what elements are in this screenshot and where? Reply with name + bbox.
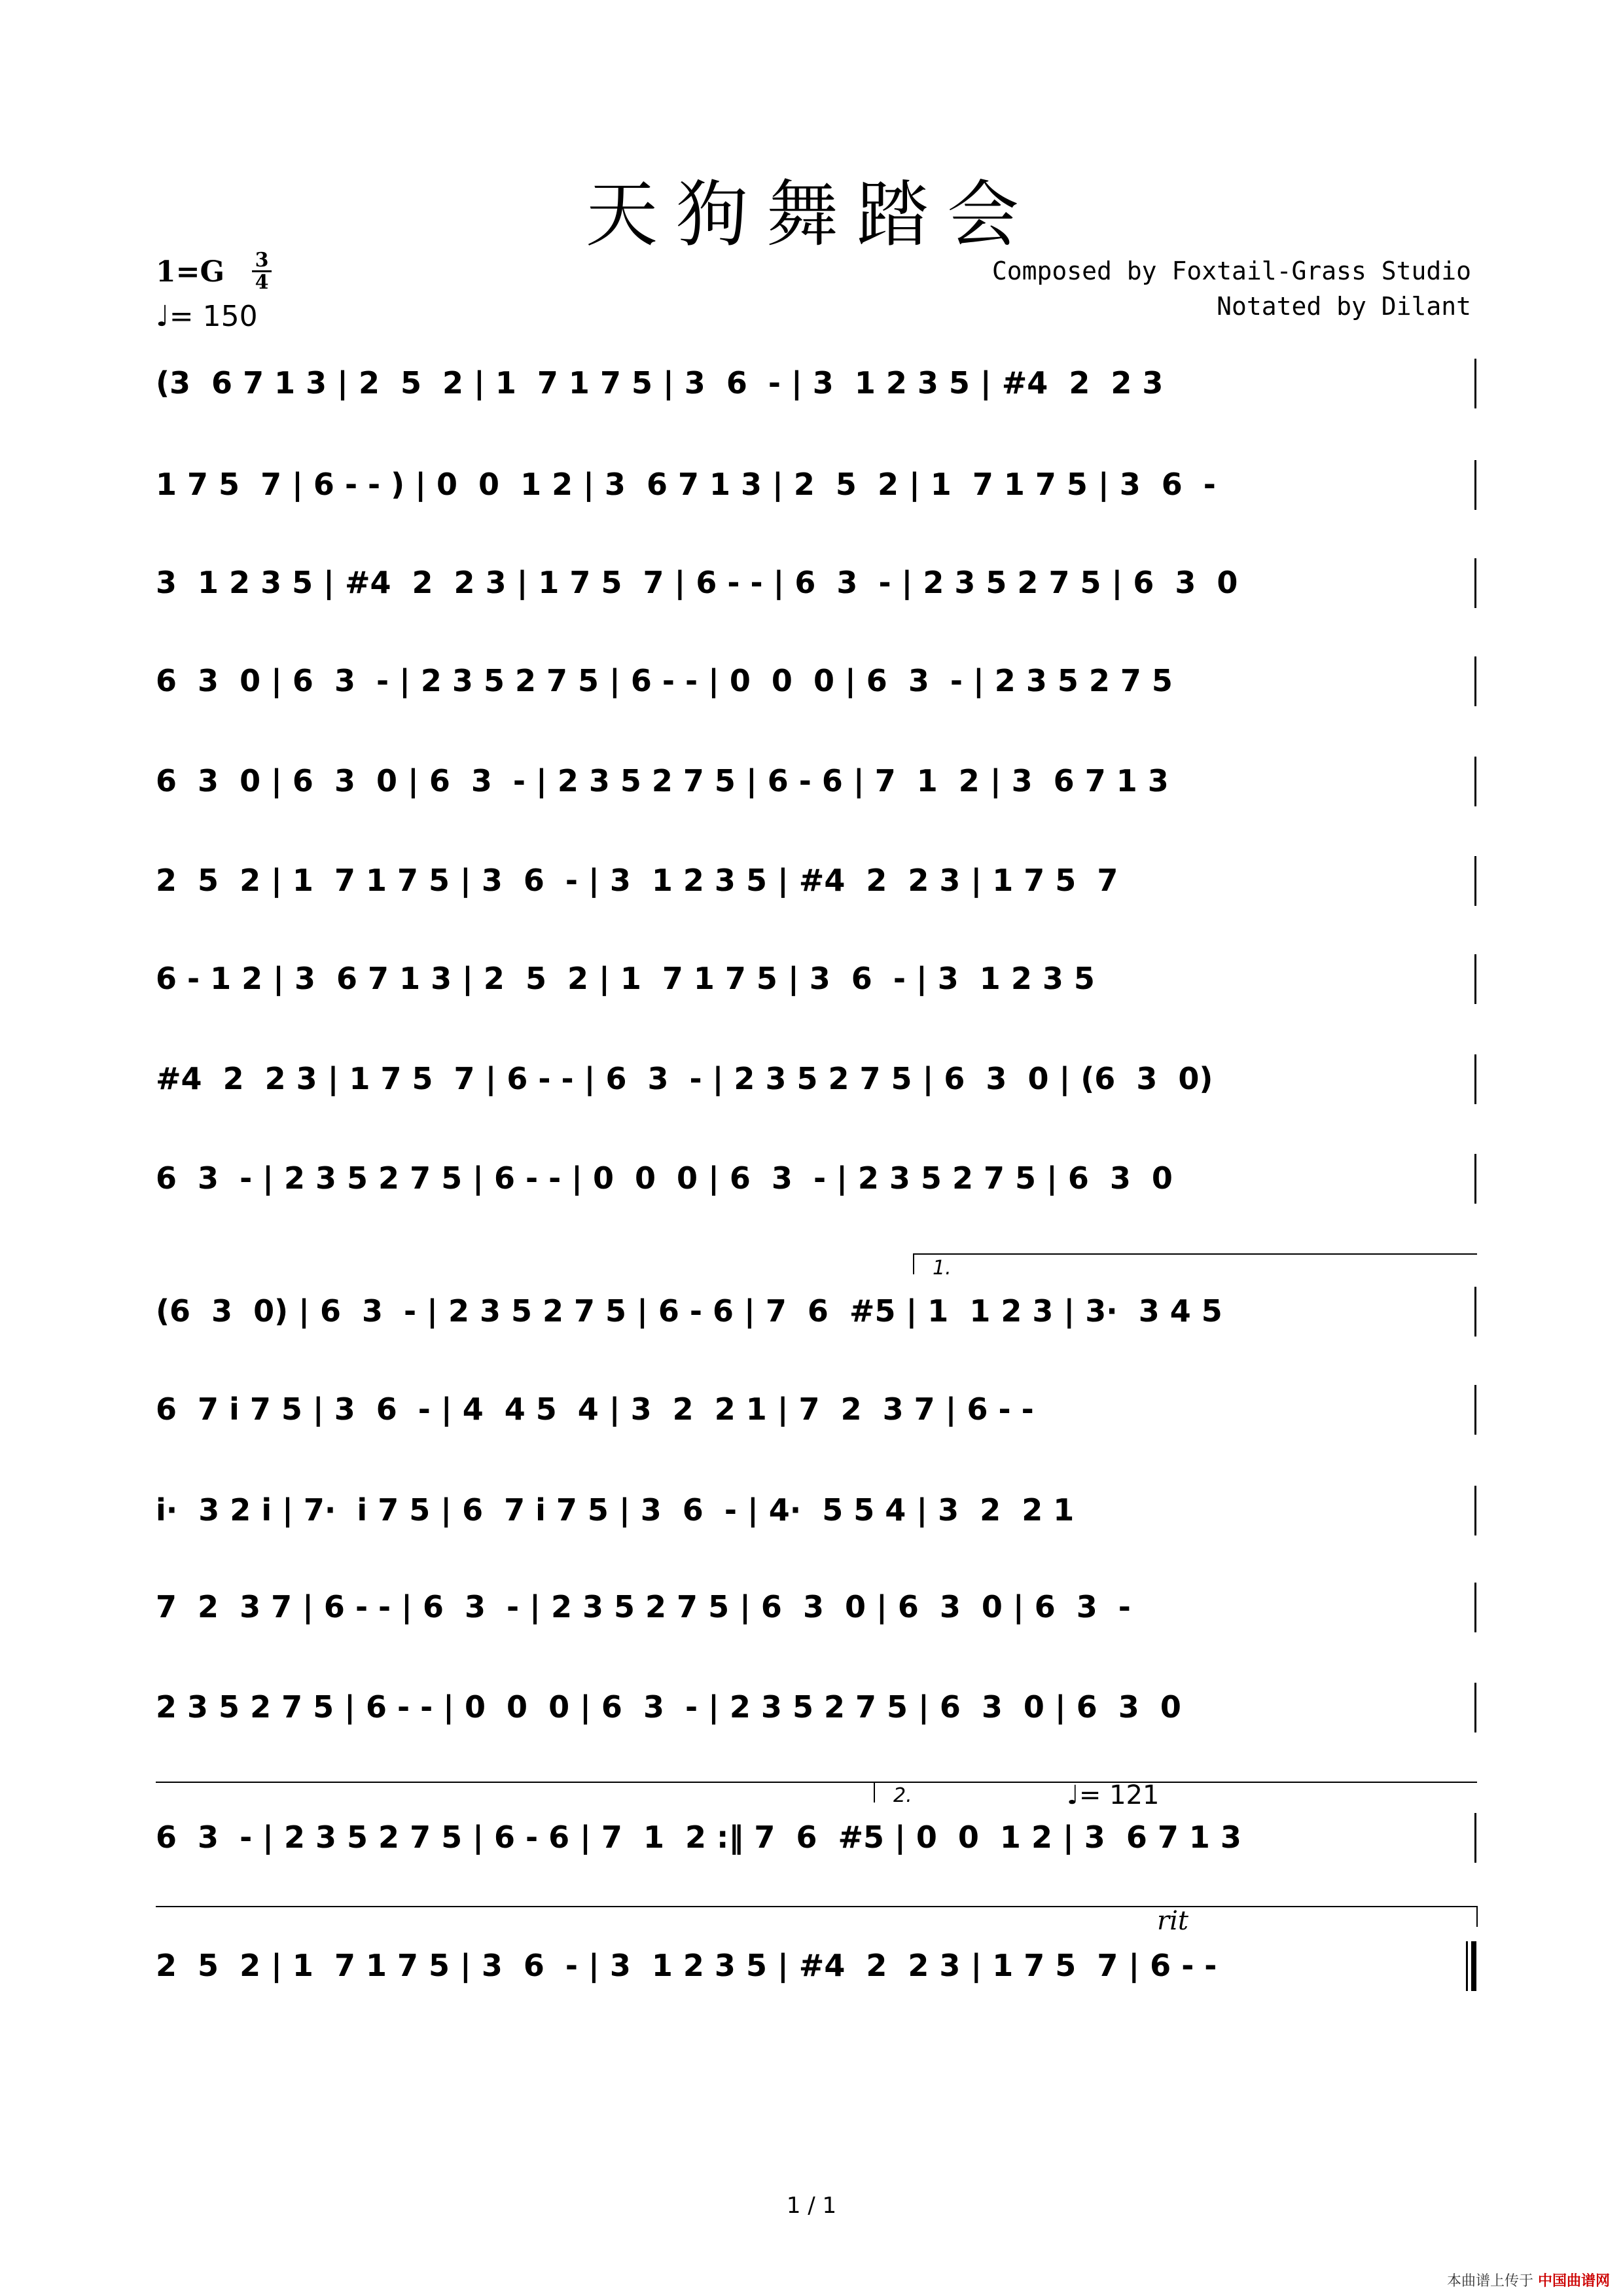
barline (1474, 757, 1476, 806)
footer-brand[interactable]: 中国曲谱网 (1537, 2273, 1610, 2289)
score-line (156, 1480, 1476, 1546)
notation-text: #4 2 2 3 | 1 7 5 7 | 6 - - | 6 3 - | 2 3 5 2 7 5 | 6 3 0 | (6 3 0) (156, 1061, 1213, 1096)
volta-label-2: 2. (893, 1784, 912, 1807)
barline (1474, 1813, 1476, 1863)
tempo-marking: ♩= 150 (156, 300, 258, 333)
score-line (156, 949, 1476, 1014)
volta-label-1: 1. (933, 1257, 952, 1280)
score-line (156, 1936, 1476, 2001)
score-line (156, 1282, 1476, 1347)
barline (1474, 954, 1476, 1004)
notation-text: 6 3 0 | 6 3 - | 2 3 5 2 7 5 | 6 - - | 0 0 0 | 6 3 - | 2 3 5 2 7 5 (156, 663, 1173, 698)
score-line (156, 1677, 1476, 1743)
key-signature: 1=G (156, 255, 225, 289)
notation-text: i· 3 2 i | 7· i 7 5 | 6 7 i 7 5 | 3 6 - | 4· 5 5 4 | 3 2 2 1 (156, 1492, 1075, 1528)
notation-text: 1 7 5 7 | 6 - - ) | 0 0 1 2 | 3 6 7 1 3 | 2 5 2 | 1 7 1 7 5 | 3 6 - (156, 467, 1216, 502)
barline (1474, 1385, 1476, 1435)
notation-text: (3 6 7 1 3 | 2 5 2 | 1 7 1 7 5 | 3 6 - | 3 1 2 3 5 | #4 2 2 3 (156, 365, 1164, 401)
barline (1474, 1683, 1476, 1732)
page-number: 1 / 1 (786, 2193, 837, 2219)
score-line (156, 851, 1476, 916)
notation-text: 2 5 2 | 1 7 1 7 5 | 3 6 - | 3 1 2 3 5 | #4 2 2 3 | 1 7 5 7 (156, 863, 1118, 898)
score-line (156, 1380, 1476, 1445)
score-line (156, 1577, 1476, 1643)
time-signature-top: 3 (255, 249, 269, 272)
score-title: 天狗舞踏会 (586, 173, 1037, 257)
notation-text: 6 3 - | 2 3 5 2 7 5 | 6 - 6 | 7 1 2 :‖ 7 6 #5 | 0 0 1 2 | 3 6 7 1 3 (156, 1820, 1241, 1855)
notation-text: 6 3 - | 2 3 5 2 7 5 | 6 - - | 0 0 0 | 6 3 - | 2 3 5 2 7 5 | 6 3 0 (156, 1160, 1173, 1196)
final-bracket (156, 1906, 1478, 1927)
notation-text: 7 2 3 7 | 6 - - | 6 3 - | 2 3 5 2 7 5 | 6 3 0 | 6 3 0 | 6 3 - (156, 1589, 1131, 1624)
score-line (156, 1149, 1476, 1214)
footer-upload-text: 本曲谱上传于 (1446, 2273, 1533, 2289)
barline (1474, 1287, 1476, 1336)
score-line (156, 1808, 1476, 1873)
final-barline (1466, 1941, 1476, 1991)
barline (1474, 558, 1476, 608)
score-line (156, 553, 1476, 619)
volta-bracket-2 (874, 1782, 1477, 1803)
time-signature (252, 250, 272, 293)
notation-text: 3 1 2 3 5 | #4 2 2 3 | 1 7 5 7 | 6 - - | 6 3 - | 2 3 5 2 7 5 | 6 3 0 (156, 565, 1238, 600)
notation-text: 6 7 i 7 5 | 3 6 - | 4 4 5 4 | 3 2 2 1 | 7 2 3 7 | 6 - - (156, 1391, 1034, 1427)
score-line (156, 455, 1476, 520)
tempo-change: ♩= 121 (1067, 1780, 1160, 1810)
score-line (156, 353, 1476, 419)
notation-text: 2 5 2 | 1 7 1 7 5 | 3 6 - | 3 1 2 3 5 | #4 2 2 3 | 1 7 5 7 | 6 - - (156, 1948, 1217, 1983)
ritardando-mark: rit (1157, 1906, 1188, 1936)
barline (1474, 359, 1476, 408)
notation-text: 6 3 0 | 6 3 0 | 6 3 - | 2 3 5 2 7 5 | 6 - 6 | 7 1 2 | 3 6 7 1 3 (156, 763, 1169, 798)
composer-credit: Composed by Foxtail-Grass Studio (991, 257, 1471, 285)
notation-text: 2 3 5 2 7 5 | 6 - - | 0 0 0 | 6 3 - | 2 3 5 2 7 5 | 6 3 0 | 6 3 0 (156, 1689, 1181, 1725)
barline (1474, 1154, 1476, 1204)
volta-bracket-1 (913, 1253, 1477, 1274)
notator-credit: Notated by Dilant (1217, 292, 1471, 321)
score-line (156, 651, 1476, 717)
barline (1474, 1486, 1476, 1535)
barline (1474, 1583, 1476, 1632)
barline (1474, 656, 1476, 706)
score-line (156, 751, 1476, 817)
footer (1447, 2270, 1610, 2290)
barline (1474, 1054, 1476, 1104)
score-line (156, 1049, 1476, 1115)
barline (1474, 460, 1476, 510)
time-signature-bottom: 4 (255, 271, 269, 294)
notation-text: 6 - 1 2 | 3 6 7 1 3 | 2 5 2 | 1 7 1 7 5 | 3 6 - | 3 1 2 3 5 (156, 961, 1095, 996)
barline (1474, 856, 1476, 906)
notation-text: (6 3 0) | 6 3 - | 2 3 5 2 7 5 | 6 - 6 | 7 6 #5 | 1 1 2 3 | 3· 3 4 5 (156, 1293, 1222, 1329)
